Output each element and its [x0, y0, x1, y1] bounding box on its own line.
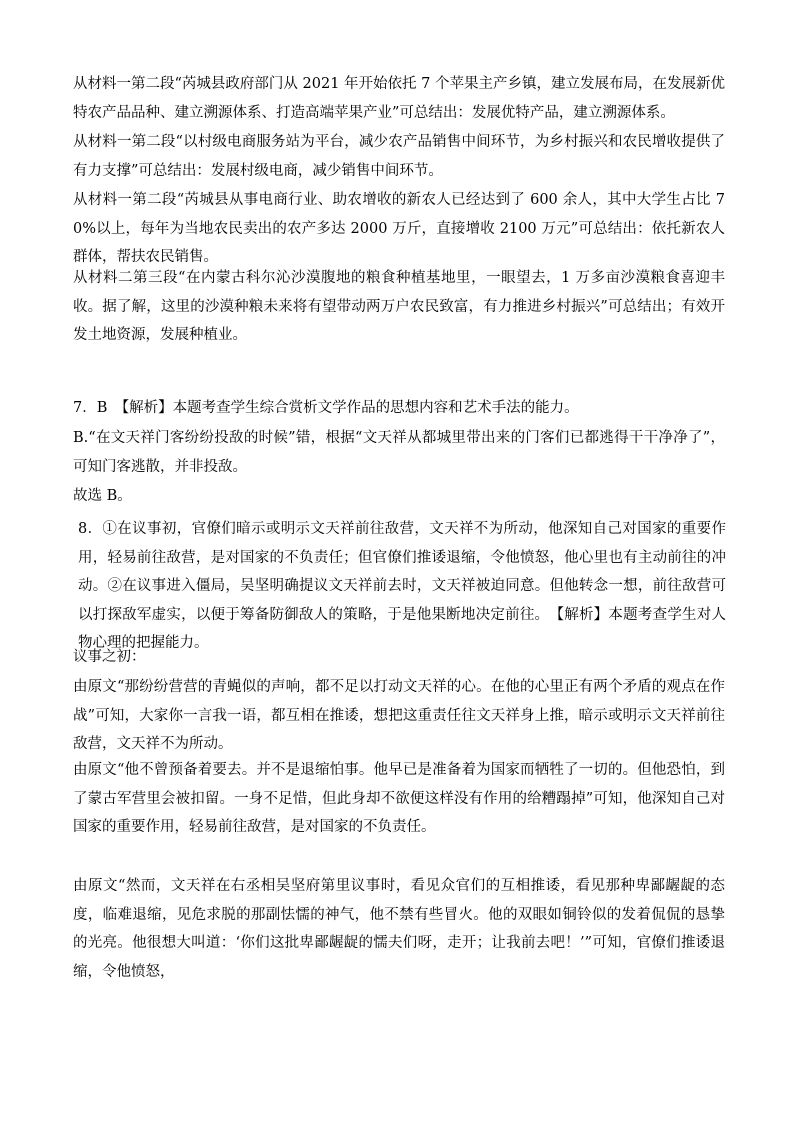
paragraph-new-farmers: 从材料一第二段“芮城县从事电商行业、助农增收的新农人已经达到了 600 余人，其中大学生占比 70%以上，每年为当地农民卖出的农产多达 2000 万斤，直接增收 2100 万元”可总结出：依托新农人群体，帮扶农民销售。 [73, 192, 725, 266]
section-label-early-discussion: 议事之初： [73, 649, 146, 665]
analysis-paragraph-3: 由原文“然而，文天祥在右丞相吴坚府第里议事时，看见众官们的互相推诿，看见那种卑鄙龌龊的态度，临难退缩，见危求脱的那副怯懦的神气，他不禁有些冒火。他的双眼如铜铃似的发着侃侃的恳挚的光亮。他很想大叫道：‘你们这批卑鄙龌龊的懦夫们呀，走开；让我前去吧！’”可知，官僚们推诿退缩，令他愤怒， [73, 878, 725, 980]
answer-7-conclusion: 故选 B。 [73, 488, 132, 504]
answer-7-explanation: B.“在文天祥门客纷纷投敌的时候”错，根据“文天祥从都城里带出来的门客们已都逃得干干净净了”，可知门客逃散，并非投敌。 [73, 430, 725, 475]
analysis-paragraph-1: 由原文“那纷纷营营的青蝇似的声响，都不足以打动文天祥的心。在他的心里正有两个矛盾的观点在作战”可知，大家你一言我一语，都互相在推诿，想把这重责任往文天祥身上推，暗示或明示文天祥前往敌营，文天祥不为所动。 [73, 679, 725, 753]
answer-7-heading: 7．B 【解析】本题考查学生综合赏析文学作品的思想内容和艺术手法的能力。 [73, 400, 579, 416]
answer-8-text: 8．①在议事初，官僚们暗示或明示文天祥前往敌营，文天祥不为所动，他深知自己对国家的重要作用，轻易前往敌营，是对国家的不负责任；但官僚们推诿退缩，令他愤怒，他心里也有主动前往的冲动。②在议事进入僵局，吴坚明确提议文天祥前去时，文天祥被迫同意。但他转念一想，前往敌营可以打探敌军虚实，以便于筹备防御敌人的策略，于是他果断地决定前往。 【解析】本题考查学生对人物心理的把握能力。 [78, 521, 726, 652]
analysis-paragraph-2: 由原文“他不曾预备着要去。并不是退缩怕事。他早已是准备着为国家而牺牲了一切的。但他恐怕，到了蒙古军营里会被扣留。一身不足惜，但此身却不欲便这样没有作用的给糟蹋掉”可知，他深知自己对国家的重要作用，轻易前往敌营，是对国家的不负责任。 [73, 762, 725, 836]
paragraph-desert-grain: 从材料二第三段“在内蒙古科尔沁沙漠腹地的粮食种植基地里，一眼望去，1 万多亩沙漠粮食喜迎丰收。据了解，这里的沙漠种粮未来将有望带动两万户农民致富，有力推进乡村振兴”可总结出；有效开发土地资源，发展种植业。 [73, 270, 725, 344]
paragraph-apple-industry: 从材料一第二段“芮城县政府部门从 2021 年开始依托 7 个苹果主产乡镇，建立发展布局，在发展新优特农产品品种、建立溯源体系、打造高端苹果产业”可总结出：发展优特产品，建立溯源体系。 [73, 76, 725, 121]
paragraph-village-ecommerce: 从材料一第二段“以村级电商服务站为平台，减少农产品销售中间环节，为乡村振兴和农民增收提供了有力支撑”可总结出：发展村级电商，减少销售中间环节。 [73, 134, 725, 179]
